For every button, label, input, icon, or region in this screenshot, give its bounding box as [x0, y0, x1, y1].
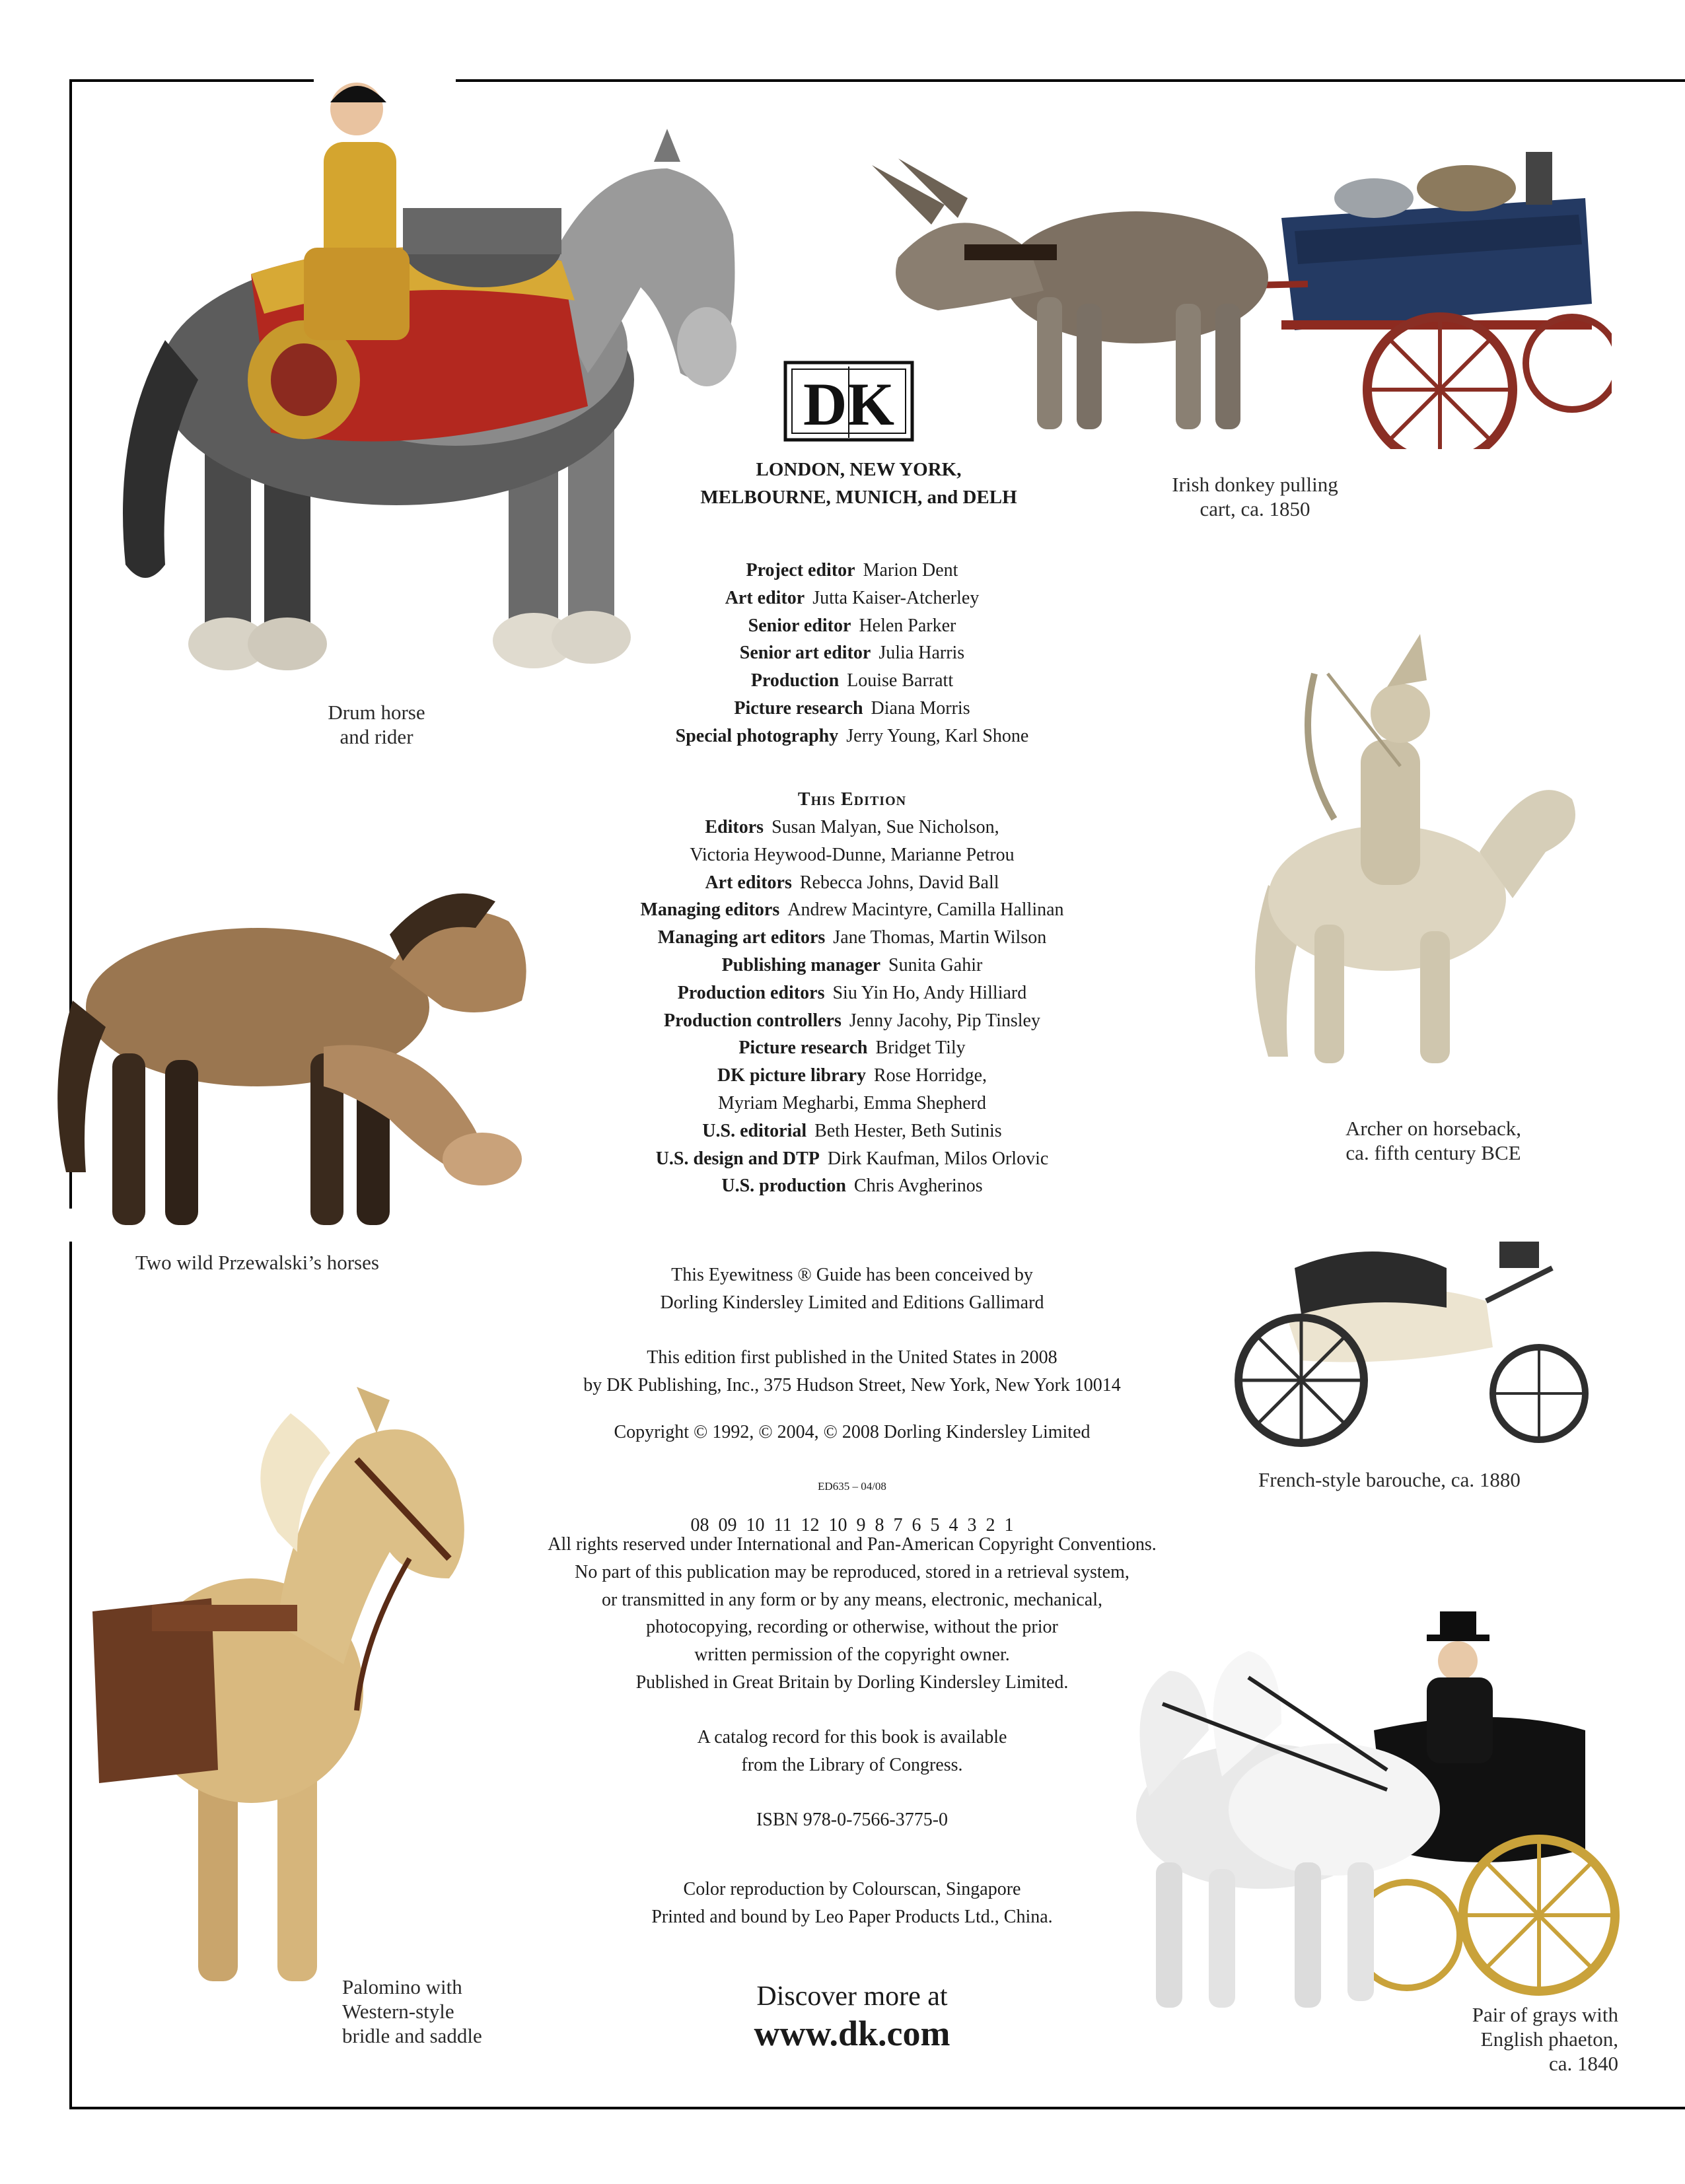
- credit-role: DK picture library: [717, 1065, 866, 1086]
- credit-names: Jenny Jacohy, Pip Tinsley: [849, 1010, 1040, 1031]
- printing-line-2: Printed and bound by Leo Paper Products Ltd., China.: [651, 1906, 1053, 1927]
- credit-role: Publishing manager: [721, 954, 881, 975]
- barouche-image: [1209, 1228, 1631, 1453]
- phaeton-caption-line-2: English phaeton,: [1480, 2027, 1618, 2051]
- copyright-notice: [502, 1419, 1202, 1446]
- credit-role: Managing editors: [640, 899, 780, 921]
- drum-horse-caption-line-2: and rider: [340, 725, 413, 748]
- credit-line: [502, 667, 1202, 695]
- credit-line: [502, 979, 1202, 1007]
- first-published-notice: [502, 1344, 1202, 1399]
- rights-line-1: All rights reserved under International and Pan-American Copyright Conventions.: [548, 1534, 1157, 1555]
- isbn: [502, 1806, 1202, 1834]
- credit-names: Jane Thomas, Martin Wilson: [833, 927, 1047, 948]
- palomino-caption-line-3: bridle and saddle: [342, 2024, 482, 2047]
- credit-names: Andrew Macintyre, Camilla Hallinan: [787, 899, 1064, 921]
- frame-bottom: [69, 2107, 1685, 2109]
- credit-names: Rose Horridge,: [873, 1065, 987, 1086]
- rights-notice: [502, 1531, 1202, 1697]
- catalog-notice: [502, 1724, 1202, 1779]
- credit-names: Helen Parker: [859, 615, 956, 636]
- credit-line: [502, 1172, 1202, 1200]
- credit-role: Senior editor: [748, 615, 851, 636]
- credit-names: Diana Morris: [871, 697, 970, 719]
- barouche-caption-line-1: French-style barouche, ca. 1880: [1258, 1468, 1521, 1491]
- palomino-caption: [342, 1975, 540, 2048]
- archer-statue-image: [1229, 634, 1598, 1096]
- credit-names: Jutta Kaiser-Atcherley: [812, 587, 980, 608]
- credit-role: Art editor: [725, 587, 805, 608]
- credit-names: Siu Yin Ho, Andy Hilliard: [832, 982, 1027, 1003]
- credit-line: [502, 1007, 1202, 1035]
- credit-role: Senior art editor: [739, 643, 871, 664]
- phaeton-caption: [1414, 2002, 1618, 2076]
- conceived-line-1: This Eyewitness ® Guide has been conceived by: [671, 1265, 1033, 1285]
- credit-role: Art editors: [705, 872, 792, 893]
- credit-role: Picture research: [734, 697, 863, 719]
- palomino-caption-line-2: Western-style: [342, 2000, 454, 2023]
- dk-logo-text: DK: [803, 370, 894, 438]
- rights-line-5: written permission of the copyright owner.: [694, 1644, 1010, 1666]
- website-link[interactable]: www.dk.com: [754, 2014, 950, 2053]
- credit-role: U.S. production: [721, 1176, 846, 1197]
- credit-names: Jerry Young, Karl Shone: [846, 725, 1029, 746]
- credit-line: [502, 1090, 1202, 1117]
- credit-line: [502, 1034, 1202, 1062]
- credit-role: Project editor: [746, 560, 855, 581]
- credit-line: [502, 1117, 1202, 1145]
- credit-line: [502, 814, 1202, 841]
- palomino-image: [79, 1360, 489, 1988]
- printing-notice: [502, 1876, 1202, 1931]
- edition-credits: [502, 814, 1202, 1200]
- credit-line: [502, 1062, 1202, 1090]
- credit-line: [502, 722, 1202, 750]
- credit-names: Sunita Gahir: [888, 954, 983, 975]
- credit-names: Chris Avgherinos: [853, 1176, 983, 1197]
- donkey-caption: [1149, 472, 1361, 521]
- credit-line: [502, 869, 1202, 897]
- catalog-line-1: A catalog record for this book is available: [697, 1727, 1007, 1747]
- discover-more: [634, 1979, 1070, 2053]
- credit-role: U.S. design and DTP: [655, 1148, 820, 1169]
- archer-caption: [1314, 1116, 1552, 1165]
- drum-horse-caption: [291, 700, 462, 749]
- discover-text: Discover more at: [756, 1981, 948, 2012]
- credit-line: [502, 841, 1202, 869]
- archer-caption-line-1: Archer on horseback,: [1345, 1117, 1521, 1140]
- credit-line: [502, 924, 1202, 952]
- drum-horse-caption-line-1: Drum horse: [328, 701, 425, 724]
- original-credits: [502, 557, 1202, 750]
- copyright-line: Copyright © 1992, © 2004, © 2008 Dorling Kindersley Limited: [614, 1422, 1091, 1442]
- przewalski-caption-line-1: Two wild Przewalski’s horses: [135, 1251, 379, 1274]
- phaeton-caption-line-1: Pair of grays with: [1472, 2003, 1618, 2026]
- credit-names: Julia Harris: [878, 643, 965, 664]
- credit-line: [502, 896, 1202, 924]
- credit-names: Louise Barratt: [847, 670, 954, 691]
- cities-line-1: LONDON, NEW YORK,: [756, 459, 962, 480]
- credit-role: Production: [750, 670, 840, 691]
- conceived-notice: [502, 1261, 1202, 1317]
- credit-names: Victoria Heywood-Dunne, Marianne Petrou: [690, 844, 1015, 865]
- rights-line-2: No part of this publication may be reproduced, stored in a retrieval system,: [575, 1561, 1129, 1582]
- rights-line-6: Published in Great Britain by Dorling Kindersley Limited.: [635, 1672, 1069, 1693]
- phaeton-caption-line-3: ca. 1840: [1548, 2052, 1618, 2075]
- catalog-line-2: from the Library of Congress.: [741, 1754, 963, 1775]
- frame-left-lower: [69, 1242, 72, 2107]
- publisher-cities: [661, 456, 1057, 511]
- credit-names: Rebecca Johns, David Ball: [799, 872, 999, 893]
- credit-line: [502, 612, 1202, 640]
- donkey-cart-image: [859, 152, 1612, 449]
- credit-names: Beth Hester, Beth Sutinis: [814, 1120, 1002, 1141]
- credit-line: [502, 584, 1202, 612]
- conceived-line-2: Dorling Kindersley Limited and Editions Gallimard: [660, 1292, 1044, 1313]
- first-published-line-2: by DK Publishing, Inc., 375 Hudson Street, New York, New York 10014: [583, 1374, 1121, 1395]
- isbn-text: ISBN 978-0-7566-3775-0: [756, 1810, 949, 1830]
- credit-role: U.S. editorial: [702, 1120, 807, 1141]
- credit-names: Dirk Kaufman, Milos Orlovic: [827, 1148, 1049, 1169]
- first-published-line-1: This edition first published in the United States in 2008: [647, 1347, 1058, 1368]
- credit-line: [502, 1145, 1202, 1173]
- edition-code-text: ED635 – 04/08: [818, 1480, 886, 1493]
- palomino-caption-line-1: Palomino with: [342, 1975, 462, 1998]
- credit-names: Bridget Tily: [875, 1038, 966, 1059]
- przewalski-caption: [135, 1250, 379, 1275]
- rights-line-4: photocopying, recording or otherwise, without the prior: [646, 1617, 1058, 1638]
- credit-line: [502, 952, 1202, 979]
- printing-line-1: Color reproduction by Colourscan, Singapore: [683, 1879, 1021, 1899]
- credit-names: Myriam Megharbi, Emma Shepherd: [718, 1092, 986, 1113]
- cities-line-2: MELBOURNE, MUNICH, and DELH: [700, 487, 1017, 508]
- barouche-caption: [1258, 1467, 1521, 1492]
- credit-line: [502, 639, 1202, 667]
- archer-caption-line-2: ca. fifth century BCE: [1345, 1141, 1521, 1164]
- rights-line-3: or transmitted in any form or by any means, electronic, mechanical,: [601, 1589, 1103, 1610]
- credit-role: Managing art editors: [657, 927, 826, 948]
- print-numbers: 08 09 10 11 12 10 9 8 7 6 5 4 3 2 1: [690, 1514, 1014, 1535]
- edition-code: [502, 1479, 1202, 1494]
- credit-names: Marion Dent: [863, 560, 958, 581]
- credit-role: Production controllers: [664, 1010, 842, 1031]
- this-edition-heading: [502, 786, 1202, 814]
- credit-names: Susan Malyan, Sue Nicholson,: [771, 817, 999, 837]
- credit-line: [502, 557, 1202, 584]
- credit-line: [502, 695, 1202, 722]
- credit-role: Picture research: [738, 1038, 868, 1059]
- donkey-caption-line-2: cart, ca. 1850: [1200, 497, 1310, 520]
- credit-role: Production editors: [677, 982, 825, 1003]
- donkey-caption-line-1: Irish donkey pulling: [1172, 473, 1338, 496]
- przewalski-horses-image: [46, 868, 548, 1238]
- credit-role: Special photography: [675, 725, 839, 746]
- credit-role: Editors: [705, 817, 764, 837]
- this-edition-title: This Edition: [797, 789, 907, 810]
